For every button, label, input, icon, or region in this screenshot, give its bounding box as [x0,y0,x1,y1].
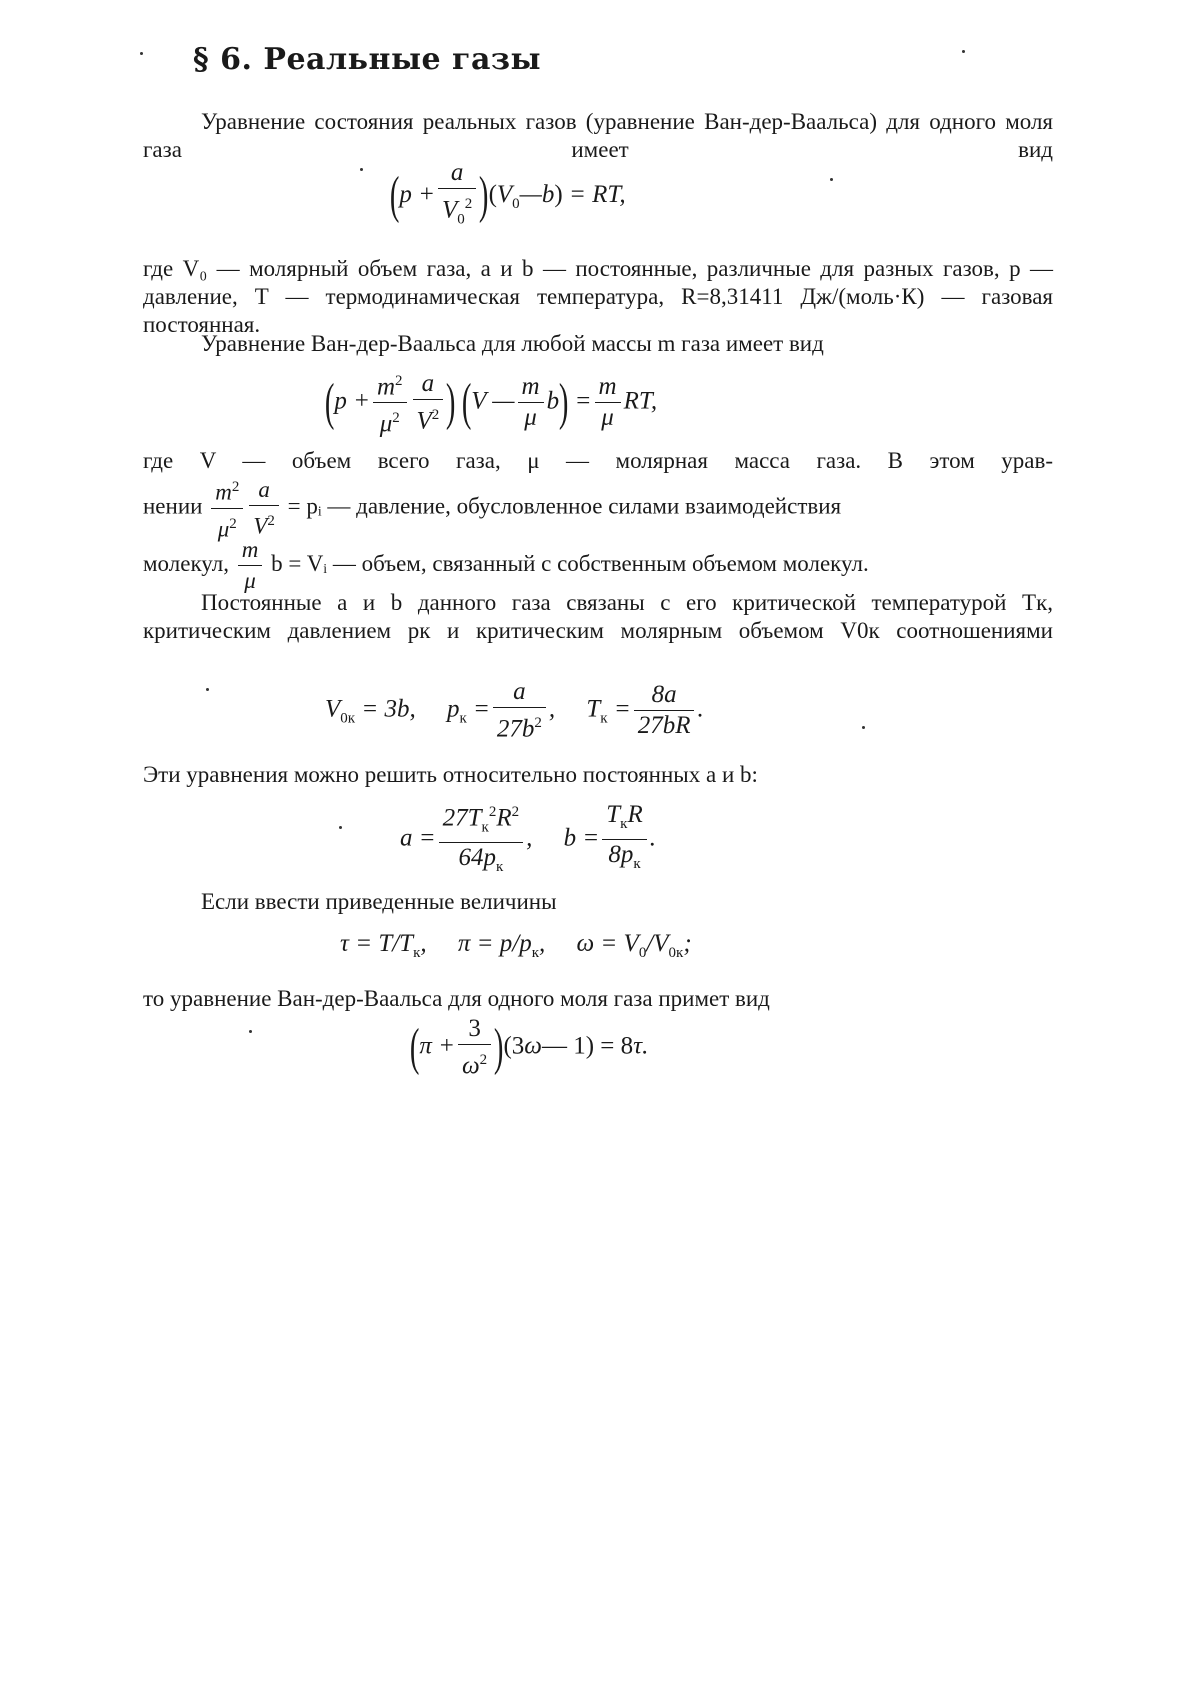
line-intrinsic-volume [143,535,1053,596]
intrinsic-volume-prefix: молекул, [143,550,230,576]
paragraph-solve-constants: Эти уравнения можно решить относительно постоянных a и b: [143,762,758,787]
scan-speck [830,178,833,181]
paragraph-intro: Уравнение состояния реальных газов (уравнение Ван-дер-Ваальса) для одного моля газа имеет вид [143,109,1053,162]
internal-pressure-suffix: = pᵢ — давление, обусловленное силами взаимодействия [287,493,842,519]
equation-van-der-waals-molar: (p + $\frac{a}{V_0^2}$ )$(V_0—b)$ = RT, [390,158,626,234]
equation-critical-parameters: $V_{0к} = 3b$, $p_к$ = $\frac{a}{27b^2}$ , $T_к$ = $\frac{8a}{27bR}$ . [325,678,704,743]
scan-speck [206,688,209,691]
scan-speck [962,50,965,53]
internal-pressure-fraction: $\frac{m^2}{\mu^2}$ $\frac{a}{V^2}$ [208,493,282,518]
paragraph-reduced-equation: то уравнение Ван-дер-Ваальса для одного моля газа примет вид [143,986,770,1011]
scan-speck [360,168,363,171]
section-title: § 6. Реальные газы [193,42,542,77]
paragraph-mass-definitions: где V — объем всего газа, μ — молярная масса газа. В этом урав- [143,448,1053,473]
equation-reduced-van-der-waals: (π + $\frac{3}{\omega^2}$ )(3ω— 1) = 8τ. [409,1015,649,1080]
paragraph-definitions: где V₀ — молярный объем газа, a и b — постоянные, различные для разных газов, p — давление, T — термодинамическая температура, R=8,31411 Дж/(моль·К) — газовая постоянная. [143,256,1053,337]
paragraph-reduced-quantities: Если ввести приведенные величины [201,889,557,914]
intrinsic-volume-suffix: b = Vᵢ — объем, связанный с собственным объемом молекул. [271,550,869,576]
paragraph-critical-constants: Постоянные a и b данного газа связаны с его критической температурой Tк, критическим давлением pк и критическим молярным объемом V0к соотношениями [143,590,1053,643]
scan-speck [339,826,342,829]
scan-speck [862,726,865,729]
intrinsic-volume-fraction: $\frac{m}{\mu}$ [235,551,266,576]
scan-speck [140,52,143,55]
line-internal-pressure [143,472,1053,544]
paragraph-any-mass: Уравнение Ван-дер-Ваальса для любой массы m газа имеет вид [201,331,824,356]
scan-speck [249,1030,252,1033]
equation-constants-a-b: a = $\frac{27T_к^2R^2}{64p_к}$ , b = $\frac{T_кR}{8p_к}$ . [400,797,656,882]
equation-reduced-variables: $\tau = T/T_к$, $\pi = p/p_к$, $\omega = V_0/V_{0к}$; [340,930,692,961]
equation-van-der-waals-mass: (p + $\frac{m^2}{\mu^2}$ $\frac{a}{V^2}$ ) (V — $\frac{m}{\mu}$ b) = $\frac{m}{\mu}$ RT, [324,370,658,438]
internal-pressure-prefix: нении [143,493,203,519]
